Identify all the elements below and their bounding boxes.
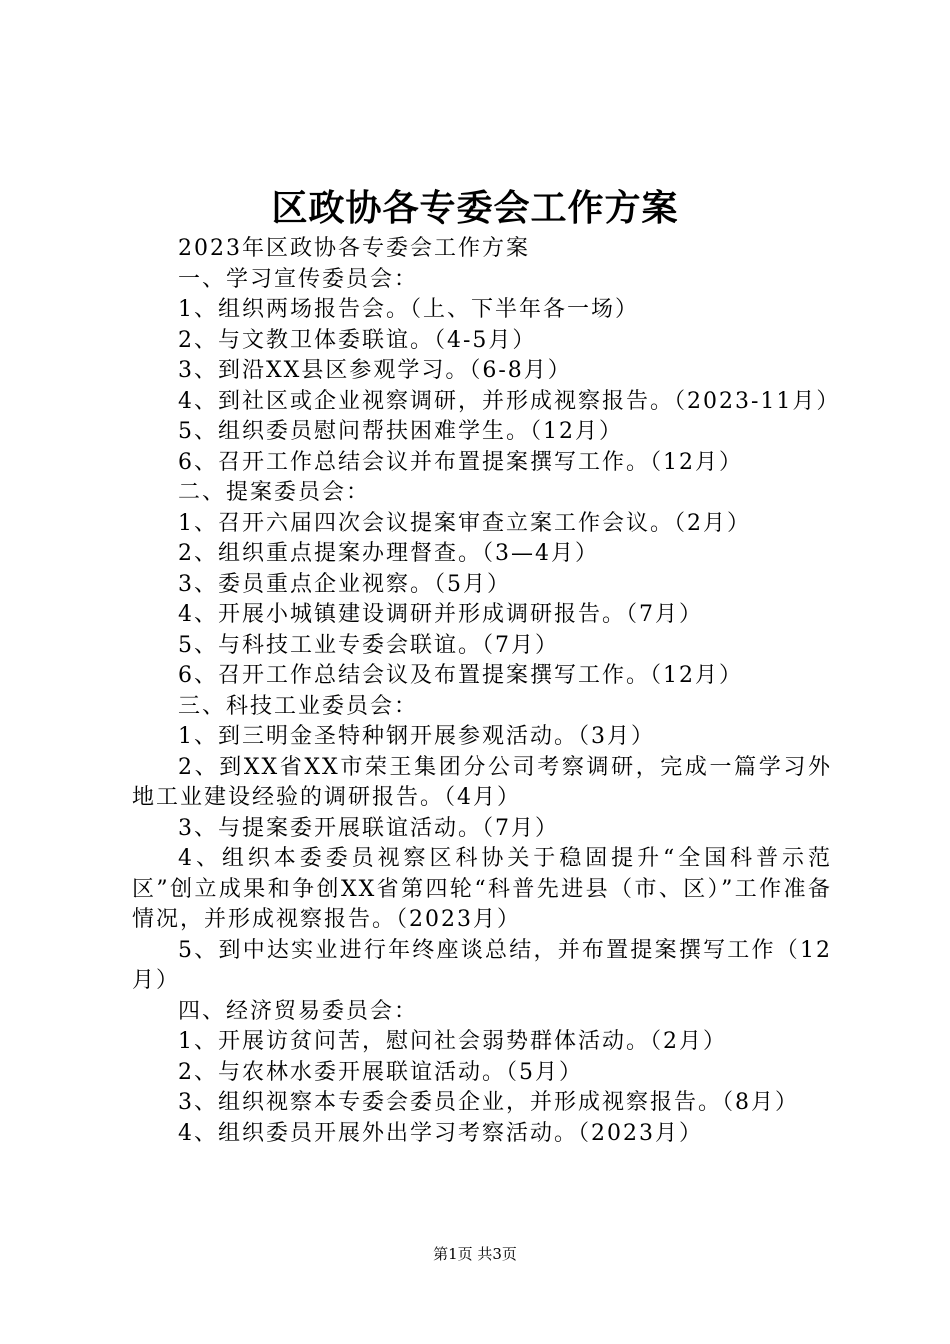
- section-heading-1: 一、学习宣传委员会：: [178, 266, 419, 292]
- list-item: 6、召开工作总结会议并布置提案撰写工作。（12月）: [178, 449, 743, 475]
- list-item: 1、开展访贫问苦，慰问社会弱势群体活动。（2月）: [178, 1029, 727, 1054]
- list-item: 1、组织两场报告会。（上、下半年各一场）: [178, 297, 639, 322]
- list-item: 4、组织本委委员视察区科协关于稳固提升“全国科普示范区”创立成果和争创XX省第四轮“科普先进县（市、区）”工作准备情况，并形成视察报告。（2023月）: [132, 846, 832, 932]
- list-item: 5、组织委员慰问帮扶困难学生。（12月）: [178, 419, 623, 444]
- section-heading-3: 三、科技工业委员会：: [178, 693, 419, 719]
- document-body: [132, 234, 841, 1149]
- list-item: 3、到沿XX县区参观学习。（6-8月）: [178, 358, 572, 383]
- section-heading-4: 四、经济贸易委员会：: [178, 998, 419, 1024]
- list-item: 5、到中达实业进行年终座谈总结，并布置提案撰写工作（12月）: [132, 937, 832, 993]
- list-item: 2、与农林水委开展联谊活动。（5月）: [178, 1059, 583, 1085]
- list-item: 3、组织视察本专委会委员企业，并形成视察报告。（8月）: [178, 1090, 799, 1115]
- list-item: 3、与提案委开展联谊活动。（7月）: [178, 815, 559, 841]
- list-item: 4、组织委员开展外出学习考察活动。（2023月）: [178, 1120, 703, 1146]
- section-heading-2: 二、提案委员会：: [178, 480, 371, 505]
- list-item: 4、到社区或企业视察调研，并形成视察报告。（2023-11月）: [178, 388, 841, 414]
- list-item: 1、到三明金圣特种钢开展参观活动。（3月）: [178, 724, 655, 749]
- list-item: 2、组织重点提案办理督查。（3—4月）: [178, 541, 599, 566]
- document-title: 区政协各专委会工作方案: [271, 187, 679, 229]
- list-item: 5、与科技工业专委会联谊。（7月）: [178, 632, 559, 658]
- list-item: 2、与文教卫体委联谊。（4-5月）: [178, 327, 537, 353]
- page-footer: 第1页 共3页: [433, 1245, 517, 1263]
- list-item: 4、开展小城镇建设调研并形成调研报告。（7月）: [178, 602, 703, 627]
- subtitle-line: 2023年区政协各专委会工作方案: [178, 236, 530, 261]
- list-item: 1、召开六届四次会议提案审查立案工作会议。（2月）: [178, 510, 751, 536]
- list-item: 3、委员重点企业视察。（5月）: [178, 571, 511, 597]
- list-item: 2、到XX省XX市荣王集团分公司考察调研，完成一篇学习外地工业建设经验的调研报告。（4月）: [132, 754, 832, 810]
- list-item: 6、召开工作总结会议及布置提案撰写工作。（12月）: [178, 663, 743, 688]
